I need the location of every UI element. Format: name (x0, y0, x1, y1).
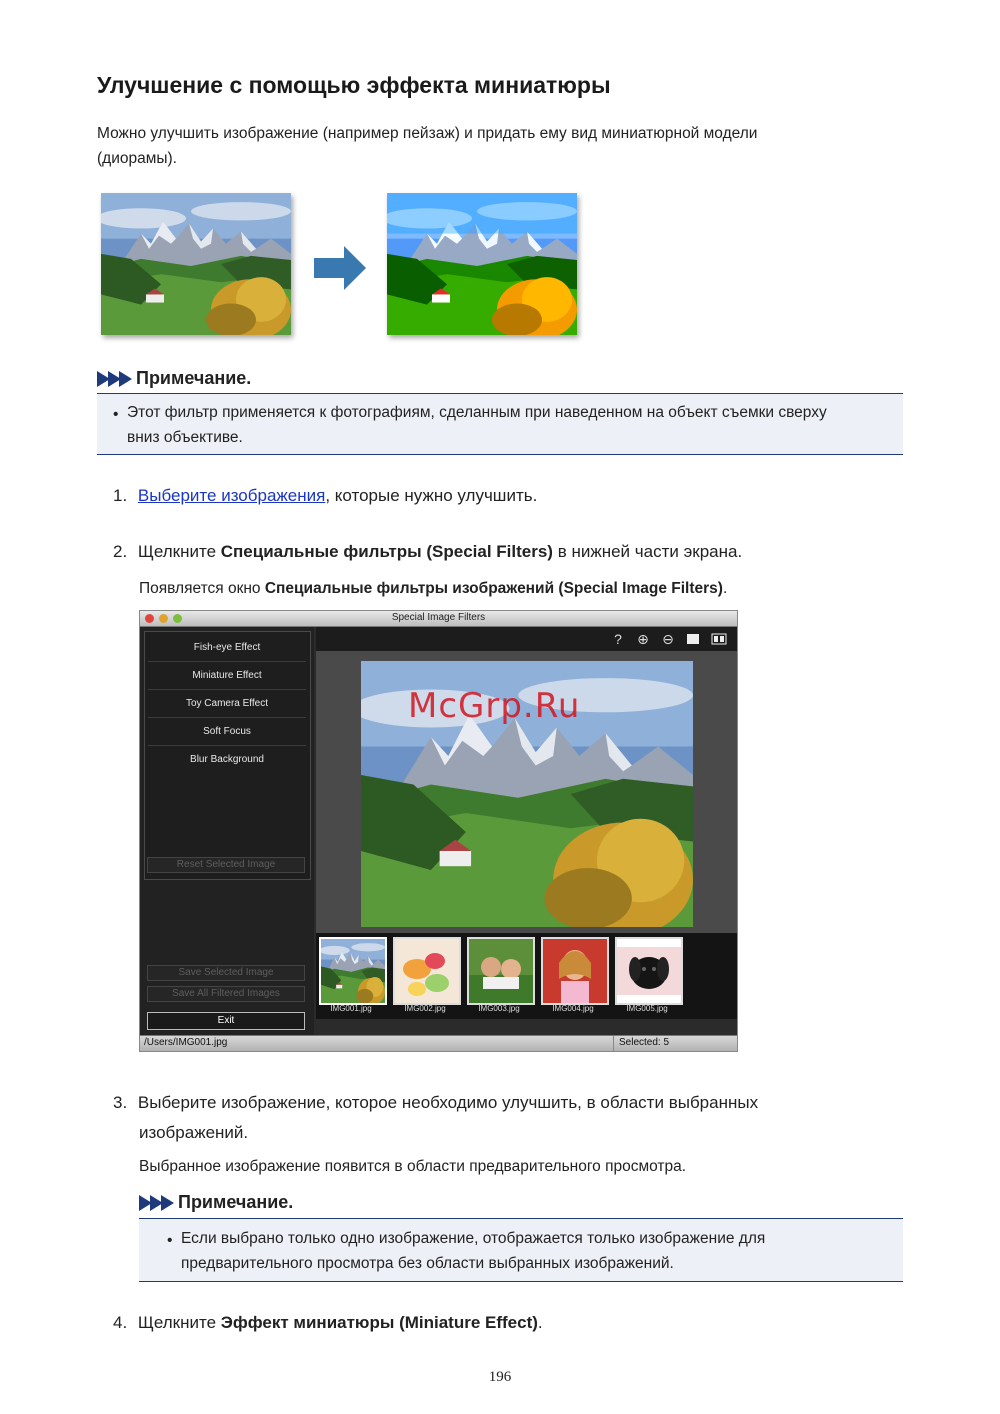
window-title: Special Image Filters (391, 612, 486, 623)
note-heading (97, 368, 251, 389)
note-arrows-icon (139, 1195, 172, 1211)
status-selected-count: Selected: 5 (619, 1037, 670, 1048)
thumbnail-img004[interactable] (541, 937, 609, 1005)
note-text: Этот фильтр применяется к фотографиям, сделанным при наведенном на объект съемки сверху (127, 404, 827, 421)
before-image (101, 193, 291, 335)
step-1 (113, 481, 537, 511)
bullet: • (167, 1232, 173, 1249)
toy-camera-effect-button[interactable]: Toy Camera Effect (148, 691, 306, 718)
note-text: вниз объективе. (127, 429, 243, 446)
step-text: Выберите изображение, которое необходимо улучшить, в области выбранных (137, 1093, 759, 1112)
status-bar (140, 1035, 737, 1051)
step-2 (113, 537, 742, 567)
step-3 (113, 1088, 903, 1148)
thumbnail-img003[interactable] (467, 937, 535, 1005)
step-text: , которые нужно улучшить. (325, 486, 538, 505)
special-filters-window (139, 610, 738, 1052)
step-bold: Эффект миниатюры (Miniature Effect) (220, 1313, 538, 1332)
arrow-right-icon (314, 246, 366, 290)
watermark: McGrp.Ru (408, 686, 581, 726)
step-text: в нижней части экрана. (552, 542, 743, 561)
after-image (387, 193, 577, 335)
sub-bold: Специальные фильтры изображений (Special Image Filters) (264, 580, 723, 597)
note-title: Примечание. (136, 368, 252, 388)
intro-paragraph (97, 121, 907, 171)
intro-line: Можно улучшить изображение (например пейзаж) и придать ему вид миниатюрной модели (97, 125, 758, 142)
note-heading (139, 1192, 293, 1213)
thumbnail-img002[interactable] (393, 937, 461, 1005)
zoom-in-icon[interactable]: ⊕ (637, 631, 649, 647)
soft-focus-button[interactable]: Soft Focus (148, 719, 306, 746)
step-4 (113, 1308, 543, 1338)
step-text: Щелкните (137, 1313, 221, 1332)
filter-list (144, 631, 311, 880)
note-box (97, 393, 903, 455)
thumbnail-caption: IMG002.jpg (404, 1004, 446, 1013)
sub-text: . (722, 580, 728, 597)
step-number: 1. (113, 486, 128, 505)
step-bold: Специальные фильтры (Special Filters) (220, 542, 553, 561)
status-divider (613, 1036, 614, 1051)
note-box (139, 1218, 903, 1282)
fish-eye-effect-button[interactable]: Fish-eye Effect (148, 635, 306, 662)
page-title: Улучшение с помощью эффекта миниатюры (97, 72, 611, 98)
step-number: 4. (113, 1313, 128, 1332)
save-all-filtered-images-button[interactable]: Save All Filtered Images (147, 986, 305, 1002)
step-text: изображений. (139, 1123, 249, 1142)
multi-view-icon[interactable] (711, 631, 727, 647)
help-icon[interactable]: ? (614, 631, 622, 647)
reset-selected-image-button[interactable]: Reset Selected Image (147, 857, 305, 873)
status-path: /Users/IMG001.jpg (144, 1037, 228, 1048)
thumbnail-caption: IMG005.jpg (626, 1004, 668, 1013)
preview-toolbar (316, 627, 737, 651)
note-arrows-icon (97, 371, 130, 387)
window-titlebar (140, 611, 737, 627)
miniature-effect-button[interactable]: Miniature Effect (148, 663, 306, 690)
intro-line: (диорамы). (97, 150, 177, 167)
note-text: предварительного просмотра без области выбранных изображений. (181, 1255, 674, 1272)
blur-background-button[interactable]: Blur Background (190, 754, 264, 765)
zoom-out-icon[interactable]: ⊖ (662, 631, 674, 647)
thumbnail-caption: IMG001.jpg (330, 1004, 372, 1013)
thumbnail-caption: IMG004.jpg (552, 1004, 594, 1013)
note-text: Если выбрано только одно изображение, отображается только изображение для (181, 1230, 766, 1247)
step-2-result (139, 580, 727, 598)
thumbnail-img005[interactable] (615, 937, 683, 1005)
exit-button[interactable]: Exit (147, 1012, 305, 1030)
step-number: 3. (113, 1093, 128, 1112)
step-3-result: Выбранное изображение появится в области предварительного просмотра. (139, 1158, 687, 1175)
thumbnail-img001[interactable] (319, 937, 387, 1005)
bullet: • (113, 406, 119, 423)
thumbnail-caption: IMG003.jpg (478, 1004, 520, 1013)
select-images-link[interactable]: Выберите изображения (137, 486, 326, 505)
page-number: 196 (488, 1369, 512, 1385)
note-title: Примечание. (178, 1192, 294, 1212)
single-view-icon[interactable] (685, 631, 701, 647)
selected-images-area (316, 933, 737, 1019)
filter-panel (140, 627, 314, 1036)
sub-text: Появляется окно (139, 580, 265, 597)
save-selected-image-button[interactable]: Save Selected Image (147, 965, 305, 981)
step-text: Щелкните (137, 542, 221, 561)
step-text: . (537, 1313, 543, 1332)
step-number: 2. (113, 542, 128, 561)
